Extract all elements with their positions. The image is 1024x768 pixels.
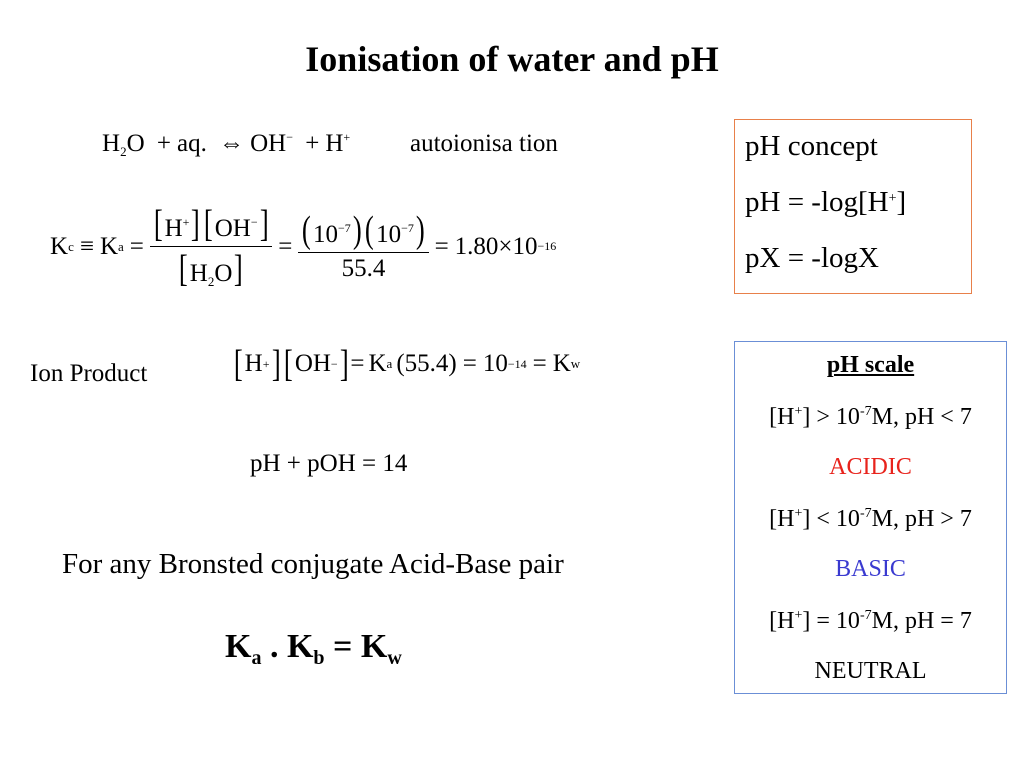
num-minus: −	[250, 215, 258, 229]
ph-def-sup: +	[888, 191, 897, 206]
eq3-oh: OH	[294, 350, 331, 377]
basic-pre: [H	[769, 506, 795, 532]
num-ten: 10	[313, 221, 339, 249]
ka-kb-kw-equation	[225, 628, 402, 670]
slide-title: Ionisation of water and pH	[305, 39, 719, 79]
den-sub2: 2	[207, 274, 215, 289]
eq2-equiv: ≡	[79, 232, 94, 260]
eq1-oh: OH	[250, 130, 287, 157]
eq1-h2: H	[325, 130, 344, 157]
eq1-minus-sup: −	[286, 130, 293, 144]
eq3-equals3: =	[532, 350, 547, 377]
eq2-result: 1.80×10	[454, 232, 538, 260]
basic-label: BASIC	[835, 556, 906, 582]
eq2-equals: =	[129, 232, 144, 260]
neutral-sup2: -7	[859, 608, 872, 623]
eq2-equals3: =	[434, 232, 449, 260]
eq3-k: K	[368, 350, 387, 377]
eq1-plus-sup: +	[343, 130, 351, 144]
eq3-sub-a: a	[386, 356, 393, 371]
basic-condition	[735, 506, 1006, 533]
den-55-4: 55.4	[341, 255, 386, 283]
acidic-condition	[735, 404, 1006, 431]
eq1-aq: aq.	[176, 130, 207, 157]
eq3-paren: (55.4)	[396, 350, 457, 377]
kakb-k3: K	[360, 628, 388, 665]
eq2-sub-c: c	[68, 238, 74, 254]
ph-poh-equation: pH + pOH = 14	[250, 450, 408, 477]
acidic-post: M, pH < 7	[871, 404, 972, 430]
num-exp7b: −7	[401, 221, 414, 236]
numeric-fraction: $\frac{(10^{-7})(10^{-7})}{55.4}$	[298, 211, 428, 282]
ph-definition	[745, 186, 906, 219]
eq1-plus: +	[156, 130, 171, 157]
eq3-equals2: =	[462, 350, 477, 377]
neutral-post: M, pH = 7	[871, 608, 972, 634]
ph-concept-heading: pH concept	[745, 130, 878, 162]
ph-def-post: ]	[896, 186, 907, 218]
neutral-mid: ] = 10	[802, 608, 860, 634]
ph-def-pre: pH = -log[H	[745, 186, 889, 218]
eq1-o: O	[126, 130, 145, 157]
eq2-k: K	[50, 232, 69, 260]
den-h: H	[189, 260, 208, 287]
acidic-pre: [H	[769, 404, 795, 430]
eq3-equals: =	[350, 350, 365, 377]
eq2-sub-a: a	[118, 238, 124, 254]
eq3-exp14: −14	[507, 356, 527, 371]
acidic-sup2: -7	[859, 404, 872, 419]
eq2-exp16: −16	[537, 239, 557, 254]
eq1-arrow: ⇔	[219, 130, 245, 157]
concentration-fraction: $\frac{[H^+][OH^-]}{[H_2O]}$	[150, 205, 272, 289]
acidic-label: ACIDIC	[829, 454, 912, 480]
num-ten2: 10	[376, 221, 402, 249]
basic-sup2: -7	[859, 506, 872, 521]
kakb-sub-b: b	[313, 647, 325, 669]
acidic-sup1: +	[794, 404, 803, 419]
neutral-condition	[735, 608, 1006, 635]
neutral-label: NEUTRAL	[814, 658, 927, 684]
autoionisation-equation	[102, 130, 350, 160]
autoionisation-label: autoionisa tion	[410, 130, 558, 157]
kakb-sub-w: w	[387, 647, 402, 669]
kakb-k1: K	[225, 628, 252, 665]
eq1-h: H	[102, 130, 121, 157]
ion-product-label: Ion Product	[30, 360, 148, 387]
kakb-equals: =	[324, 628, 361, 665]
den-o: O	[214, 260, 233, 287]
eq3-sub-w: w	[570, 356, 581, 371]
eq2-k2: K	[99, 232, 119, 260]
neutral-sup1: +	[794, 608, 803, 623]
num-oh: OH	[214, 215, 251, 242]
basic-mid: ] < 10	[802, 506, 860, 532]
kakb-dot: .	[261, 628, 287, 665]
num-plus: +	[182, 215, 190, 229]
basic-post: M, pH > 7	[871, 506, 972, 532]
ph-scale-box	[734, 341, 1007, 694]
eq2-equals2: =	[278, 232, 293, 260]
num-exp7: −7	[338, 221, 351, 236]
ion-product-equation: [ H + ] [ OH − ] = K a (55.4) = 10 −14 = K w	[233, 343, 581, 385]
eq3-kw: K	[552, 350, 571, 377]
kakb-sub-a: a	[251, 647, 262, 669]
eq1-plus2: +	[305, 130, 320, 157]
eq3-minus: −	[330, 356, 338, 371]
ph-concept-box	[734, 119, 972, 294]
bronsted-text: For any Bronsted conjugate Acid-Base pair	[62, 548, 564, 580]
eq1-sub2: 2	[120, 144, 127, 159]
neutral-pre: [H	[769, 608, 795, 634]
px-definition: pX = -logX	[745, 242, 879, 274]
ph-scale-header: pH scale	[826, 352, 915, 378]
eq3-plus: +	[262, 356, 270, 371]
acidic-mid: ] > 10	[802, 404, 860, 430]
kc-equation	[50, 205, 556, 289]
num-h: H	[164, 215, 183, 242]
basic-sup1: +	[794, 506, 803, 521]
eq3-h: H	[244, 350, 263, 377]
eq3-ten: 10	[482, 350, 508, 377]
kakb-k2: K	[286, 628, 314, 665]
